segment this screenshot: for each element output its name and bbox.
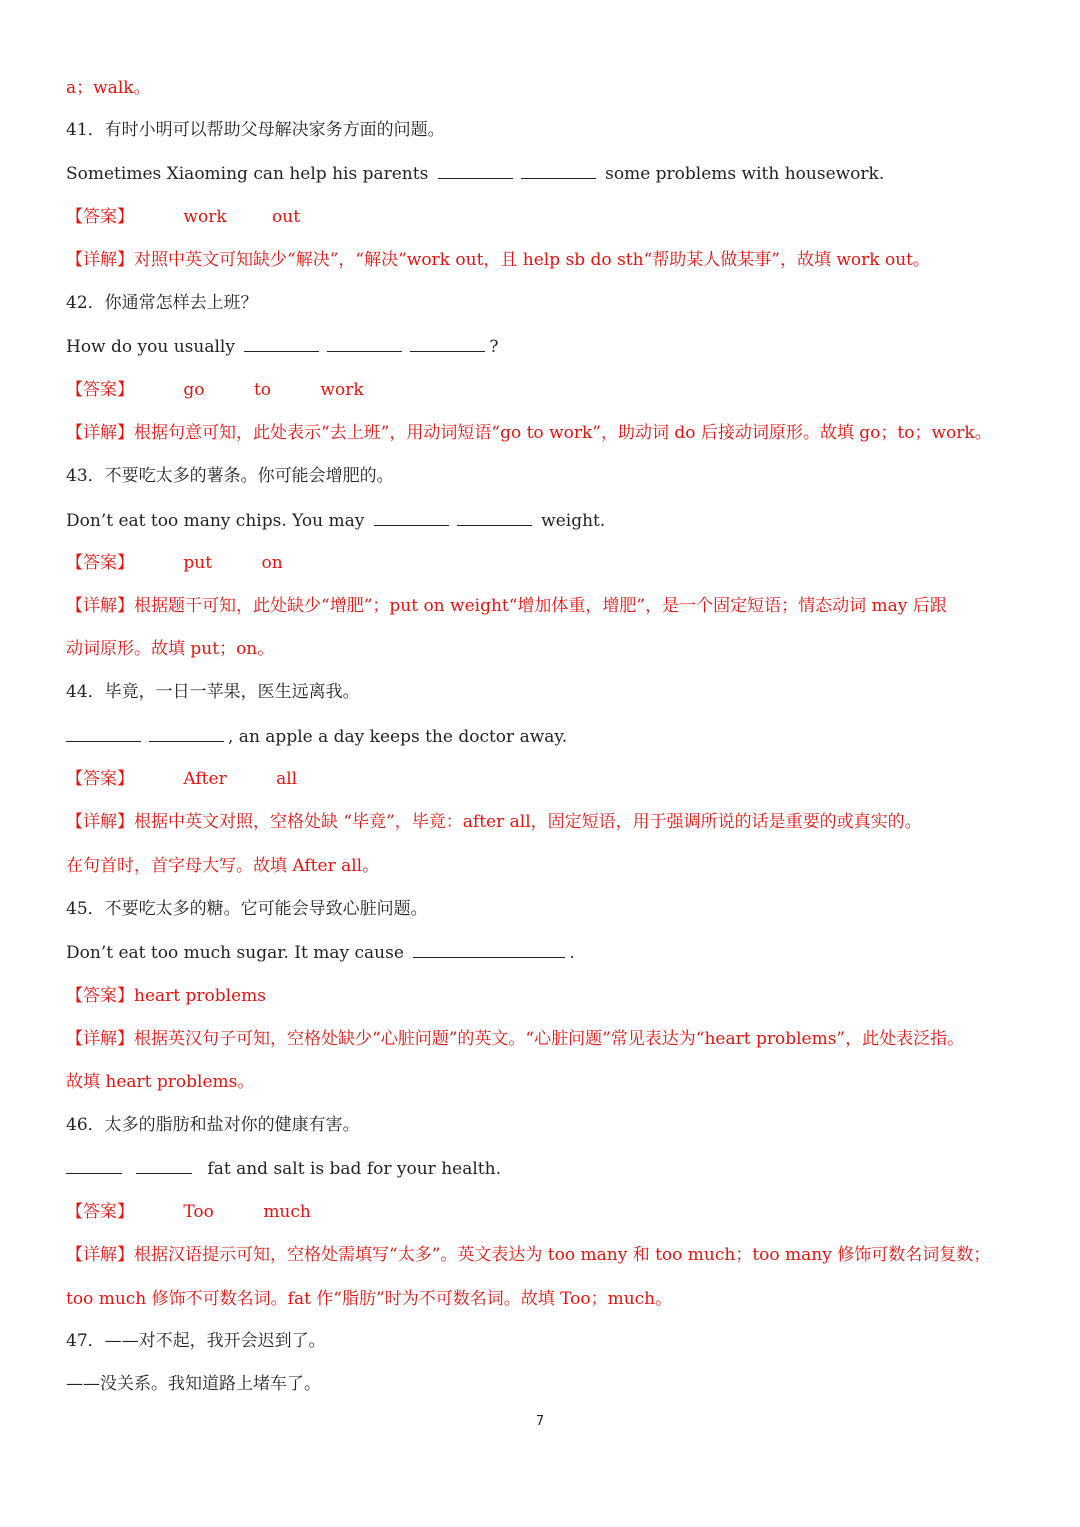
answer-blank [521, 160, 596, 179]
question-41-chinese [66, 115, 1020, 145]
answer-blank [413, 939, 565, 958]
question-43-english [66, 506, 1020, 536]
answer-blank [136, 1155, 192, 1174]
answer-blank [244, 333, 319, 352]
answer-word: put [183, 553, 213, 573]
english-prompt-after: weight. [541, 511, 606, 531]
question-43-detail-line-1: 【详解】根据题干可知，此处缺少“增肥”；put on weight“增加体重，增肥”，是一个固定短语；情态动词 may 后跟 [66, 596, 947, 616]
previous-answer-tail: a；walk。 [66, 78, 151, 98]
question-46-chinese [66, 1110, 1020, 1140]
question-47-chinese-reply: ——没关系。我知道路上堵车了。 [66, 1374, 321, 1394]
english-prompt-after: . [569, 943, 575, 963]
answer-label: 【答案】 [66, 553, 134, 573]
answer-blank [66, 1155, 122, 1174]
answer-word: out [272, 207, 301, 227]
question-number: 42． [66, 293, 105, 313]
question-number: 44． [66, 682, 105, 702]
answer-word: to [253, 380, 272, 400]
question-43-chinese [66, 461, 1020, 491]
answer-label: 【答案】 [66, 769, 134, 789]
answer-label: 【答案】 [66, 207, 134, 227]
answer-blank [66, 723, 141, 742]
answer-blank [149, 723, 224, 742]
english-prompt-after: some problems with housework. [605, 164, 885, 184]
answer-blank [438, 160, 513, 179]
question-43-detail-line-2: 动词原形。故填 put；on。 [66, 639, 275, 659]
question-44-answer [66, 764, 1020, 794]
question-46-answer [66, 1197, 1020, 1227]
english-prompt-after: ? [489, 337, 499, 357]
question-45-detail-line-1: 【详解】根据英汉句子可知，空格处缺少“心脏问题”的英文。“心脏问题”常见表达为“heart problems”，此处表泛指。 [66, 1029, 965, 1049]
question-47-chinese [66, 1326, 1020, 1356]
answer-word: work [183, 207, 227, 227]
answer-label: 【答案】 [66, 986, 134, 1006]
answer-word: Too [183, 1202, 214, 1222]
question-chinese-text: 你通常怎样去上班？ [104, 293, 258, 313]
question-chinese-text: 不要吃太多的薯条。你可能会增肥的。 [104, 466, 394, 486]
question-45-detail-line-2: 故填 heart problems。 [66, 1072, 255, 1092]
answer-word: heart problems [134, 986, 266, 1006]
question-46-detail-line-2: too much 修饰不可数名词。fat 作“脂肪”时为不可数名词。故填 Too；much。 [66, 1289, 673, 1309]
answer-blank [410, 333, 485, 352]
answer-label: 【答案】 [66, 1202, 134, 1222]
answer-word: on [261, 553, 283, 573]
question-44-chinese [66, 677, 1020, 707]
english-prompt-before: Don’t eat too much sugar. It may cause [66, 943, 404, 963]
english-prompt-before: How do you usually [66, 337, 235, 357]
english-prompt-before: Sometimes Xiaoming can help his parents [66, 164, 429, 184]
question-46-english [66, 1154, 1020, 1184]
answer-blank [327, 333, 402, 352]
question-43-answer [66, 548, 1020, 578]
english-prompt-after: , an apple a day keeps the doctor away. [228, 727, 568, 747]
question-42-chinese [66, 288, 1020, 318]
answer-blank [457, 507, 532, 526]
question-45-chinese [66, 894, 1020, 924]
english-prompt-after: fat and salt is bad for your health. [207, 1159, 501, 1179]
question-chinese-text: 有时小明可以帮助父母解决家务方面的问题。 [104, 120, 445, 140]
question-number: 47． [66, 1331, 105, 1351]
answer-word: go [183, 380, 205, 400]
question-number: 43． [66, 466, 105, 486]
answer-blank [374, 507, 449, 526]
question-chinese-text: ——对不起，我开会迟到了。 [104, 1331, 326, 1351]
question-number: 46． [66, 1115, 105, 1135]
question-41-answer [66, 202, 1020, 232]
english-prompt-before: Don’t eat too many chips. You may [66, 511, 365, 531]
question-41-detail: 【详解】对照中英文可知缺少“解决”，“解决”work out，且 help sb do sth“帮助某人做某事”，故填 work out。 [66, 250, 930, 270]
question-number: 45． [66, 899, 105, 919]
question-number: 41． [66, 120, 105, 140]
question-41-english [66, 159, 1020, 189]
question-45-answer [66, 981, 1020, 1011]
answer-word: much [263, 1202, 311, 1222]
answer-label: 【答案】 [66, 380, 134, 400]
page-number: 7 [535, 1414, 545, 1429]
question-chinese-text: 毕竟，一日一苹果，医生远离我。 [104, 682, 360, 702]
question-chinese-text: 不要吃太多的糖。它可能会导致心脏问题。 [104, 899, 428, 919]
question-chinese-text: 太多的脂肪和盐对你的健康有害。 [104, 1115, 360, 1135]
question-45-english [66, 938, 1020, 968]
question-42-detail: 【详解】根据句意可知，此处表示“去上班”，用动词短语“go to work”，助动词 do 后接动词原形。故填 go；to；work。 [66, 423, 992, 443]
question-44-english [66, 722, 1020, 752]
answer-word: all [276, 769, 298, 789]
answer-word: After [183, 769, 227, 789]
question-44-detail-line-2: 在句首时，首字母大写。故填 After all。 [66, 856, 380, 876]
answer-word: work [320, 380, 364, 400]
question-44-detail-line-1: 【详解】根据中英文对照，空格处缺 “毕竟”，毕竟：after all，固定短语，用于强调所说的话是重要的或真实的。 [66, 812, 922, 832]
question-42-answer [66, 375, 1020, 405]
question-42-english [66, 332, 1020, 362]
question-46-detail-line-1: 【详解】根据汉语提示可知，空格处需填写“太多”。英文表达为 too many 和 too much；too many 修饰可数名词复数； [66, 1245, 991, 1265]
